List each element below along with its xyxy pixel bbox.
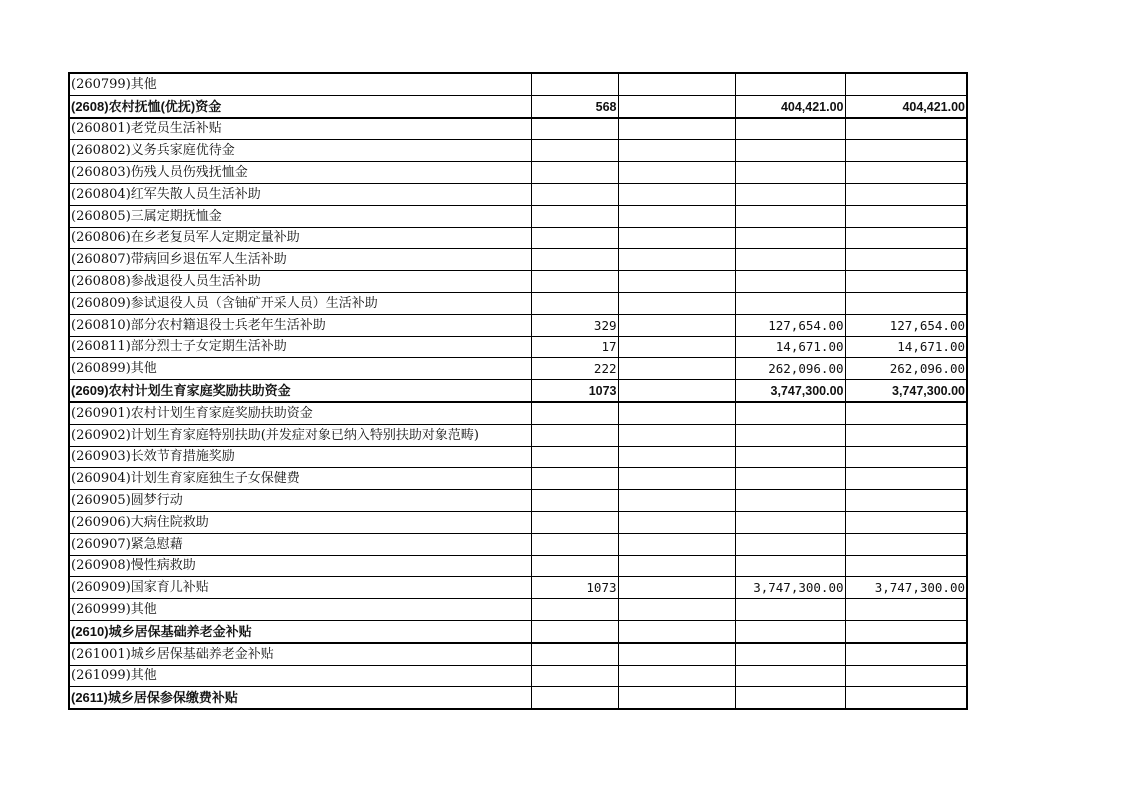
empty-cell[interactable] — [618, 533, 735, 555]
count-cell[interactable]: 222 — [531, 358, 618, 380]
total-cell[interactable] — [845, 162, 967, 184]
table-row — [69, 162, 967, 184]
row-label-cell[interactable]: (260908)慢性病救助 — [69, 555, 531, 577]
total-cell[interactable] — [845, 402, 967, 424]
empty-cell[interactable] — [618, 292, 735, 314]
table-row — [69, 118, 967, 140]
table-row — [69, 227, 967, 249]
total-cell[interactable]: 3,747,300.00 — [845, 577, 967, 599]
table-row — [69, 511, 967, 533]
count-cell[interactable] — [531, 490, 618, 512]
empty-cell[interactable] — [618, 511, 735, 533]
table-row — [69, 424, 967, 446]
total-cell[interactable] — [845, 446, 967, 468]
total-cell[interactable] — [845, 292, 967, 314]
count-cell[interactable] — [531, 271, 618, 293]
empty-cell[interactable] — [618, 577, 735, 599]
row-label-cell[interactable]: (260803)伤残人员伤残抚恤金 — [69, 162, 531, 184]
total-cell[interactable] — [845, 73, 967, 95]
total-cell[interactable]: 127,654.00 — [845, 314, 967, 336]
amount-cell[interactable] — [735, 555, 845, 577]
count-cell[interactable] — [531, 205, 618, 227]
table-row — [69, 468, 967, 490]
table-row — [69, 205, 967, 227]
empty-cell[interactable] — [618, 468, 735, 490]
count-cell[interactable] — [531, 643, 618, 665]
amount-cell[interactable]: 262,096.00 — [735, 358, 845, 380]
table-row — [69, 73, 967, 95]
empty-cell[interactable] — [618, 424, 735, 446]
data-table — [68, 72, 968, 710]
count-cell[interactable]: 568 — [531, 95, 618, 117]
table-row — [69, 490, 967, 512]
category-row — [69, 687, 967, 709]
count-cell[interactable]: 1073 — [531, 380, 618, 402]
count-cell[interactable] — [531, 599, 618, 621]
row-label-cell[interactable]: (260807)带病回乡退伍军人生活补助 — [69, 249, 531, 271]
empty-cell[interactable] — [618, 665, 735, 687]
empty-cell[interactable] — [618, 118, 735, 140]
category-row — [69, 620, 967, 642]
count-cell[interactable] — [531, 162, 618, 184]
total-cell[interactable] — [845, 118, 967, 140]
count-cell[interactable] — [531, 402, 618, 424]
total-cell[interactable]: 404,421.00 — [845, 95, 967, 117]
table-row — [69, 599, 967, 621]
count-cell[interactable] — [531, 533, 618, 555]
empty-cell[interactable] — [618, 446, 735, 468]
table-row — [69, 665, 967, 687]
row-label-cell[interactable]: (260809)参试退役人员（含铀矿开采人员）生活补助 — [69, 292, 531, 314]
count-cell[interactable] — [531, 468, 618, 490]
table-row — [69, 358, 967, 380]
row-label-cell[interactable]: (261001)城乡居保基础养老金补贴 — [69, 643, 531, 665]
total-cell[interactable] — [845, 490, 967, 512]
amount-cell[interactable]: 404,421.00 — [735, 95, 845, 117]
empty-cell[interactable] — [618, 271, 735, 293]
empty-cell[interactable] — [618, 490, 735, 512]
table-row — [69, 140, 967, 162]
total-cell[interactable]: 262,096.00 — [845, 358, 967, 380]
count-cell[interactable] — [531, 73, 618, 95]
amount-cell[interactable]: 3,747,300.00 — [735, 380, 845, 402]
table-row — [69, 292, 967, 314]
total-cell[interactable] — [845, 599, 967, 621]
table-row — [69, 577, 967, 599]
empty-cell[interactable] — [618, 314, 735, 336]
total-cell[interactable] — [845, 271, 967, 293]
total-cell[interactable] — [845, 533, 967, 555]
amount-cell[interactable] — [735, 687, 845, 709]
amount-cell[interactable] — [735, 292, 845, 314]
row-label-cell[interactable]: (260806)在乡老复员军人定期定量补助 — [69, 227, 531, 249]
amount-cell[interactable] — [735, 490, 845, 512]
category-row — [69, 380, 967, 402]
total-cell[interactable] — [845, 140, 967, 162]
amount-cell[interactable] — [735, 446, 845, 468]
count-cell[interactable] — [531, 292, 618, 314]
count-cell[interactable] — [531, 140, 618, 162]
total-cell[interactable] — [845, 620, 967, 642]
empty-cell[interactable] — [618, 140, 735, 162]
count-cell[interactable] — [531, 620, 618, 642]
count-cell[interactable]: 17 — [531, 336, 618, 358]
count-cell[interactable]: 329 — [531, 314, 618, 336]
amount-cell[interactable] — [735, 599, 845, 621]
amount-cell[interactable]: 14,671.00 — [735, 336, 845, 358]
amount-cell[interactable] — [735, 643, 845, 665]
table-row — [69, 336, 967, 358]
empty-cell[interactable] — [618, 227, 735, 249]
empty-cell[interactable] — [618, 336, 735, 358]
empty-cell[interactable] — [618, 358, 735, 380]
table-row — [69, 249, 967, 271]
empty-cell[interactable] — [618, 95, 735, 117]
total-cell[interactable] — [845, 665, 967, 687]
total-cell[interactable]: 14,671.00 — [845, 336, 967, 358]
count-cell[interactable] — [531, 555, 618, 577]
row-label-cell[interactable]: (260906)大病住院救助 — [69, 511, 531, 533]
total-cell[interactable]: 3,747,300.00 — [845, 380, 967, 402]
amount-cell[interactable] — [735, 665, 845, 687]
row-label-cell[interactable]: (260904)计划生育家庭独生子女保健费 — [69, 468, 531, 490]
row-label-cell[interactable]: (260805)三属定期抚恤金 — [69, 205, 531, 227]
amount-cell[interactable]: 3,747,300.00 — [735, 577, 845, 599]
row-label-cell[interactable]: (260905)圆梦行动 — [69, 490, 531, 512]
count-cell[interactable] — [531, 511, 618, 533]
row-label-cell[interactable]: (260901)农村计划生育家庭奖励扶助资金 — [69, 402, 531, 424]
amount-cell[interactable] — [735, 183, 845, 205]
table-row — [69, 402, 967, 424]
amount-cell[interactable] — [735, 424, 845, 446]
row-label-cell[interactable]: (260907)紧急慰藉 — [69, 533, 531, 555]
empty-cell[interactable] — [618, 205, 735, 227]
total-cell[interactable] — [845, 687, 967, 709]
row-label-cell[interactable]: (260811)部分烈士子女定期生活补助 — [69, 336, 531, 358]
amount-cell[interactable] — [735, 227, 845, 249]
table-body — [69, 73, 967, 709]
empty-cell[interactable] — [618, 162, 735, 184]
table-row — [69, 533, 967, 555]
amount-cell[interactable] — [735, 468, 845, 490]
row-label-cell[interactable]: (260801)老党员生活补贴 — [69, 118, 531, 140]
amount-cell[interactable] — [735, 162, 845, 184]
count-cell[interactable] — [531, 227, 618, 249]
empty-cell[interactable] — [618, 620, 735, 642]
count-cell[interactable] — [531, 118, 618, 140]
row-label-cell[interactable]: (2608)农村抚恤(优抚)资金 — [69, 95, 531, 117]
row-label-cell[interactable]: (2610)城乡居保基础养老金补贴 — [69, 620, 531, 642]
table-row — [69, 555, 967, 577]
count-cell[interactable] — [531, 665, 618, 687]
amount-cell[interactable]: 127,654.00 — [735, 314, 845, 336]
count-cell[interactable] — [531, 249, 618, 271]
row-label-cell[interactable]: (2611)城乡居保参保缴费补贴 — [69, 687, 531, 709]
total-cell[interactable] — [845, 424, 967, 446]
table-row — [69, 271, 967, 293]
amount-cell[interactable] — [735, 118, 845, 140]
row-label-cell[interactable]: (260799)其他 — [69, 73, 531, 95]
row-label-cell[interactable]: (260808)参战退役人员生活补助 — [69, 271, 531, 293]
empty-cell[interactable] — [618, 643, 735, 665]
empty-cell[interactable] — [618, 249, 735, 271]
total-cell[interactable] — [845, 227, 967, 249]
empty-cell[interactable] — [618, 73, 735, 95]
total-cell[interactable] — [845, 643, 967, 665]
empty-cell[interactable] — [618, 183, 735, 205]
amount-cell[interactable] — [735, 140, 845, 162]
table-row — [69, 183, 967, 205]
row-label-cell[interactable]: (2609)农村计划生育家庭奖励扶助资金 — [69, 380, 531, 402]
total-cell[interactable] — [845, 205, 967, 227]
count-cell[interactable] — [531, 183, 618, 205]
row-label-cell[interactable]: (260999)其他 — [69, 599, 531, 621]
row-label-cell[interactable]: (260903)长效节育措施奖励 — [69, 446, 531, 468]
empty-cell[interactable] — [618, 599, 735, 621]
table-row — [69, 643, 967, 665]
empty-cell[interactable] — [618, 687, 735, 709]
count-cell[interactable] — [531, 687, 618, 709]
row-label-cell[interactable]: (260909)国家育儿补贴 — [69, 577, 531, 599]
total-cell[interactable] — [845, 249, 967, 271]
amount-cell[interactable] — [735, 73, 845, 95]
amount-cell[interactable] — [735, 402, 845, 424]
amount-cell[interactable] — [735, 533, 845, 555]
row-label-cell[interactable]: (260810)部分农村籍退役士兵老年生活补助 — [69, 314, 531, 336]
amount-cell[interactable] — [735, 249, 845, 271]
row-label-cell[interactable]: (260804)红军失散人员生活补助 — [69, 183, 531, 205]
amount-cell[interactable] — [735, 511, 845, 533]
total-cell[interactable] — [845, 511, 967, 533]
table-row — [69, 314, 967, 336]
empty-cell[interactable] — [618, 555, 735, 577]
category-row — [69, 95, 967, 117]
row-label-cell[interactable]: (260802)义务兵家庭优待金 — [69, 140, 531, 162]
amount-cell[interactable] — [735, 620, 845, 642]
row-label-cell[interactable]: (261099)其他 — [69, 665, 531, 687]
count-cell[interactable] — [531, 424, 618, 446]
amount-cell[interactable] — [735, 205, 845, 227]
total-cell[interactable] — [845, 555, 967, 577]
empty-cell[interactable] — [618, 380, 735, 402]
amount-cell[interactable] — [735, 271, 845, 293]
table-row — [69, 446, 967, 468]
total-cell[interactable] — [845, 183, 967, 205]
count-cell[interactable] — [531, 446, 618, 468]
total-cell[interactable] — [845, 468, 967, 490]
row-label-cell[interactable]: (260899)其他 — [69, 358, 531, 380]
empty-cell[interactable] — [618, 402, 735, 424]
row-label-cell[interactable]: (260902)计划生育家庭特别扶助(并发症对象已纳入特别扶助对象范畴) — [69, 424, 531, 446]
count-cell[interactable]: 1073 — [531, 577, 618, 599]
